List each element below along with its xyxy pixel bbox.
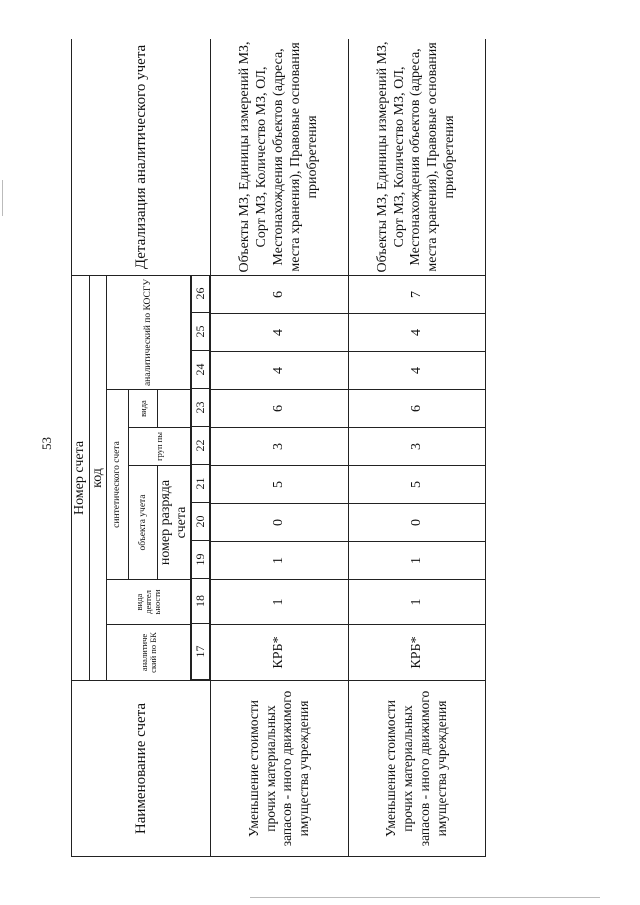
header-account-object: объекта учета — [129, 466, 158, 580]
header-synthetic: синтетического счета — [107, 390, 129, 580]
column-number: 18 — [192, 579, 210, 624]
scan-artifact-line — [250, 897, 600, 898]
activity-type-cell: 1 — [211, 580, 348, 625]
header-analytic-kosgu: аналитический по КОСГУ — [107, 275, 191, 389]
header-kind: вида — [129, 390, 158, 428]
column-number: 20 — [192, 503, 210, 541]
column-number: 21 — [192, 465, 210, 503]
kind-cell: 6 — [348, 390, 485, 428]
kosgu-digit-cell: 7 — [348, 275, 485, 313]
object-digit-cell: 1 — [211, 542, 348, 580]
header-digit-number: номер разряда счета — [158, 466, 191, 580]
detailing-cell: Объекты МЗ, Единицы измерений МЗ, Сорт МЗ, Количество МЗ, ОЛ, Местонахождения объектов (адреса, места хранения), Правовые основания приобретения — [211, 39, 348, 275]
header-analytic-bk: аналитиче ский по БК — [107, 625, 191, 681]
account-table — [71, 39, 486, 857]
account-name-cell: Уменьшение стоимости прочих материальных запасов - иного движимого имущества учреждения — [348, 681, 485, 857]
column-numbers-row — [191, 275, 211, 680]
kind-cell: 6 — [211, 390, 348, 428]
header-detailing: Детализация аналитического учета — [72, 39, 211, 275]
object-digit-cell: 0 — [348, 504, 485, 542]
column-number: 19 — [192, 541, 210, 579]
column-number: 25 — [192, 313, 210, 351]
kosgu-digit-cell: 4 — [211, 314, 348, 352]
table-rotation-wrapper — [71, 39, 486, 857]
header-kind-spacer — [158, 390, 191, 428]
table-row — [348, 39, 485, 857]
page-number: 53 — [39, 437, 54, 450]
header-group: груп пы — [129, 428, 191, 466]
header-activity-type: вида деятел ьности — [107, 580, 191, 625]
kosgu-digit-cell: 4 — [348, 314, 485, 352]
column-number: 24 — [192, 351, 210, 389]
header-code: код — [90, 275, 107, 680]
header-account-number: Номер счета — [72, 275, 90, 680]
analytic-bk-cell: КРБ* — [211, 625, 348, 681]
rotated-table-frame — [71, 39, 486, 857]
column-number: 17 — [192, 624, 210, 680]
column-number: 23 — [192, 389, 210, 427]
table-row — [211, 39, 348, 857]
object-digit-cell: 0 — [211, 504, 348, 542]
detailing-cell: Объекты МЗ, Единицы измерений МЗ, Сорт МЗ, Количество МЗ, ОЛ, Местонахождения объектов (адреса, места хранения), Правовые основания приобретения — [348, 39, 485, 275]
kosgu-digit-cell: 6 — [211, 275, 348, 313]
analytic-bk-cell: КРБ* — [348, 625, 485, 681]
column-number: 22 — [192, 427, 210, 465]
activity-type-cell: 1 — [348, 580, 485, 625]
header-account-name: Наименование счета — [72, 681, 211, 857]
group-cell: 3 — [348, 428, 485, 466]
group-cell: 3 — [211, 428, 348, 466]
account-name-cell: Уменьшение стоимости прочих материальных запасов - иного движимого имущества учреждения — [211, 681, 348, 857]
column-number: 26 — [192, 275, 210, 312]
scan-artifact-line — [2, 180, 3, 216]
object-digit-cell: 5 — [211, 466, 348, 504]
object-digit-cell: 1 — [348, 542, 485, 580]
kosgu-digit-cell: 4 — [211, 352, 348, 390]
kosgu-digit-cell: 4 — [348, 352, 485, 390]
object-digit-cell: 5 — [348, 466, 485, 504]
